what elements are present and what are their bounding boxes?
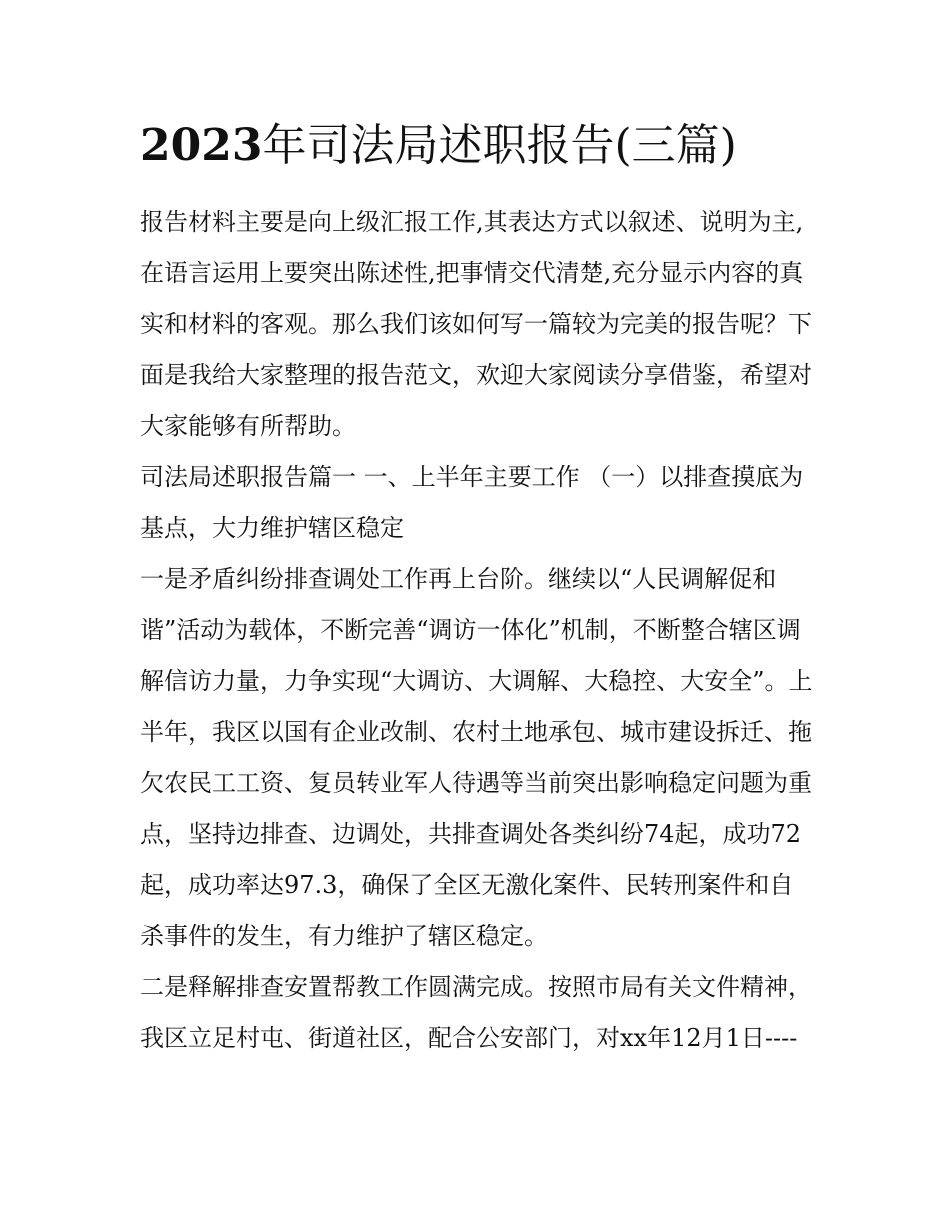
document-body — [140, 197, 815, 1064]
document-title — [140, 112, 840, 180]
section-heading-paragraph: 司法局述职报告篇一 一、上半年主要工作 （一）以排查摸底为基点，大力维护辖区稳定 — [140, 463, 804, 542]
title-year: 2023 — [140, 120, 263, 171]
intro-paragraph: 报告材料主要是向上级汇报工作,其表达方式以叙述、说明为主,在语言运用上要突出陈述性,把事情交代清楚,充分显示内容的真实和材料的客观。那么我们该如何写一篇较为完美的报告呢？下面是我给大家整理的报告范文，欢迎大家阅读分享借鉴，希望对大家能够有所帮助。 — [140, 208, 812, 440]
body-paragraph-resettlement: 二是释解排查安置帮教工作圆满完成。按照市局有关文件精神，我区立足村屯、街道社区，配合公安部门，对xx年12月1日---- — [140, 973, 812, 1052]
title-text: 年司法局述职报告(三篇) — [262, 120, 737, 171]
body-paragraph-dispute-mediation: 一是矛盾纠纷排查调处工作再上台阶。继续以“人民调解促和谐”活动为载体，不断完善“调访一体化”机制，不断整合辖区调解信访力量，力争实现“大调访、大调解、大稳控、大安全”。上半年，我区以国有企业改制、农村土地承包、城市建设拆迁、拖欠农民工工资、复员转业军人待遇等当前突出影响稳定问题为重点，坚持边排查、边调处，共排查调处各类纠纷74起，成功72起，成功率达97.3，确保了全区无激化案件、民转刑案件和自杀事件的发生，有力维护了辖区稳定。 — [140, 565, 813, 950]
